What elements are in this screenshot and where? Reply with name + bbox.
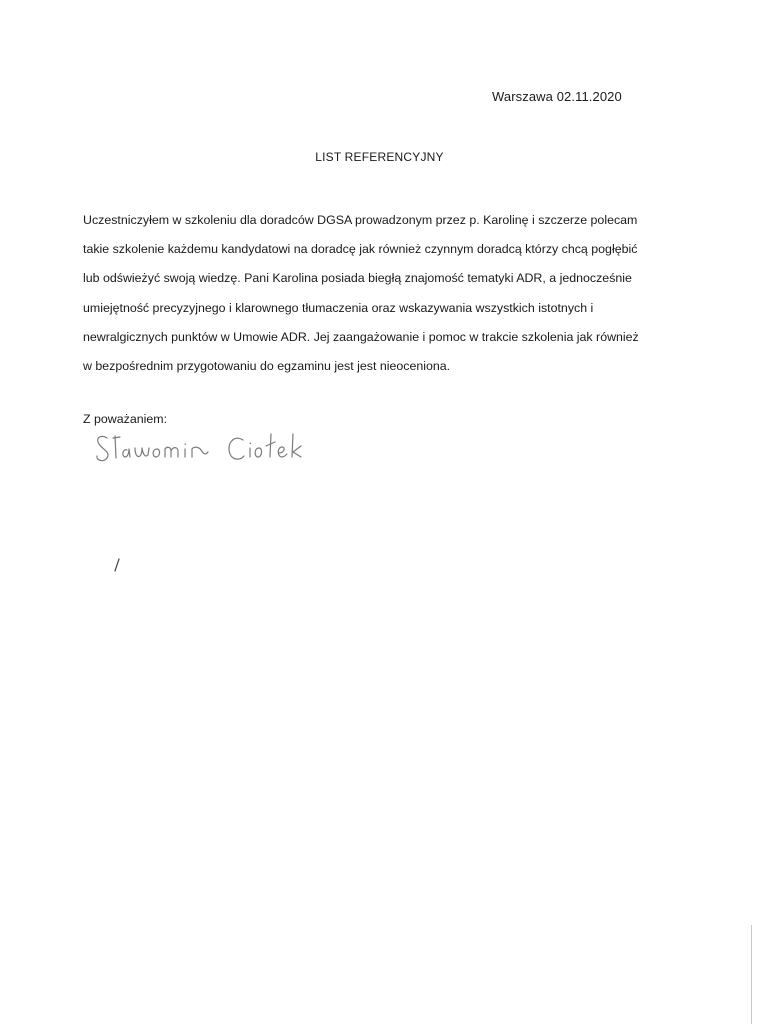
place-date: Warszawa 02.11.2020 — [492, 89, 622, 104]
scan-edge-line — [751, 925, 752, 1024]
body-line-5: newralgicznych punktów w Umowie ADR. Jej zaangażowanie i pomoc w trakcie szkolenia jak również — [83, 329, 639, 344]
handwritten-signature — [93, 426, 343, 477]
body-line-3: lub odświeżyć swoją wiedzę. Pani Karolina posiada biegłą znajomość tematyki ADR, a jednocześnie — [83, 271, 632, 286]
body-line-2: takie szkolenie każdemu kandydatowi na doradcę jak również czynnym doradcą którzy chcą pogłębić — [83, 242, 638, 257]
closing-phrase: Z poważaniem: — [83, 412, 168, 426]
body-line-4: umiejętność precyzyjnego i klarownego tłumaczenia oraz wskazywania wszystkich istotnych i — [83, 300, 594, 315]
pen-mark — [112, 557, 122, 578]
letter-body — [83, 206, 683, 381]
body-line-1: Uczestniczyłem w szkoleniu dla doradców DGSA prowadzonym przez p. Karolinę i szczerze polecam — [83, 213, 638, 227]
body-line-6: w bezpośrednim przygotowaniu do egzaminu jest jest nieoceniona. — [83, 359, 451, 374]
letter-title: LIST REFERENCYJNY — [315, 150, 444, 164]
